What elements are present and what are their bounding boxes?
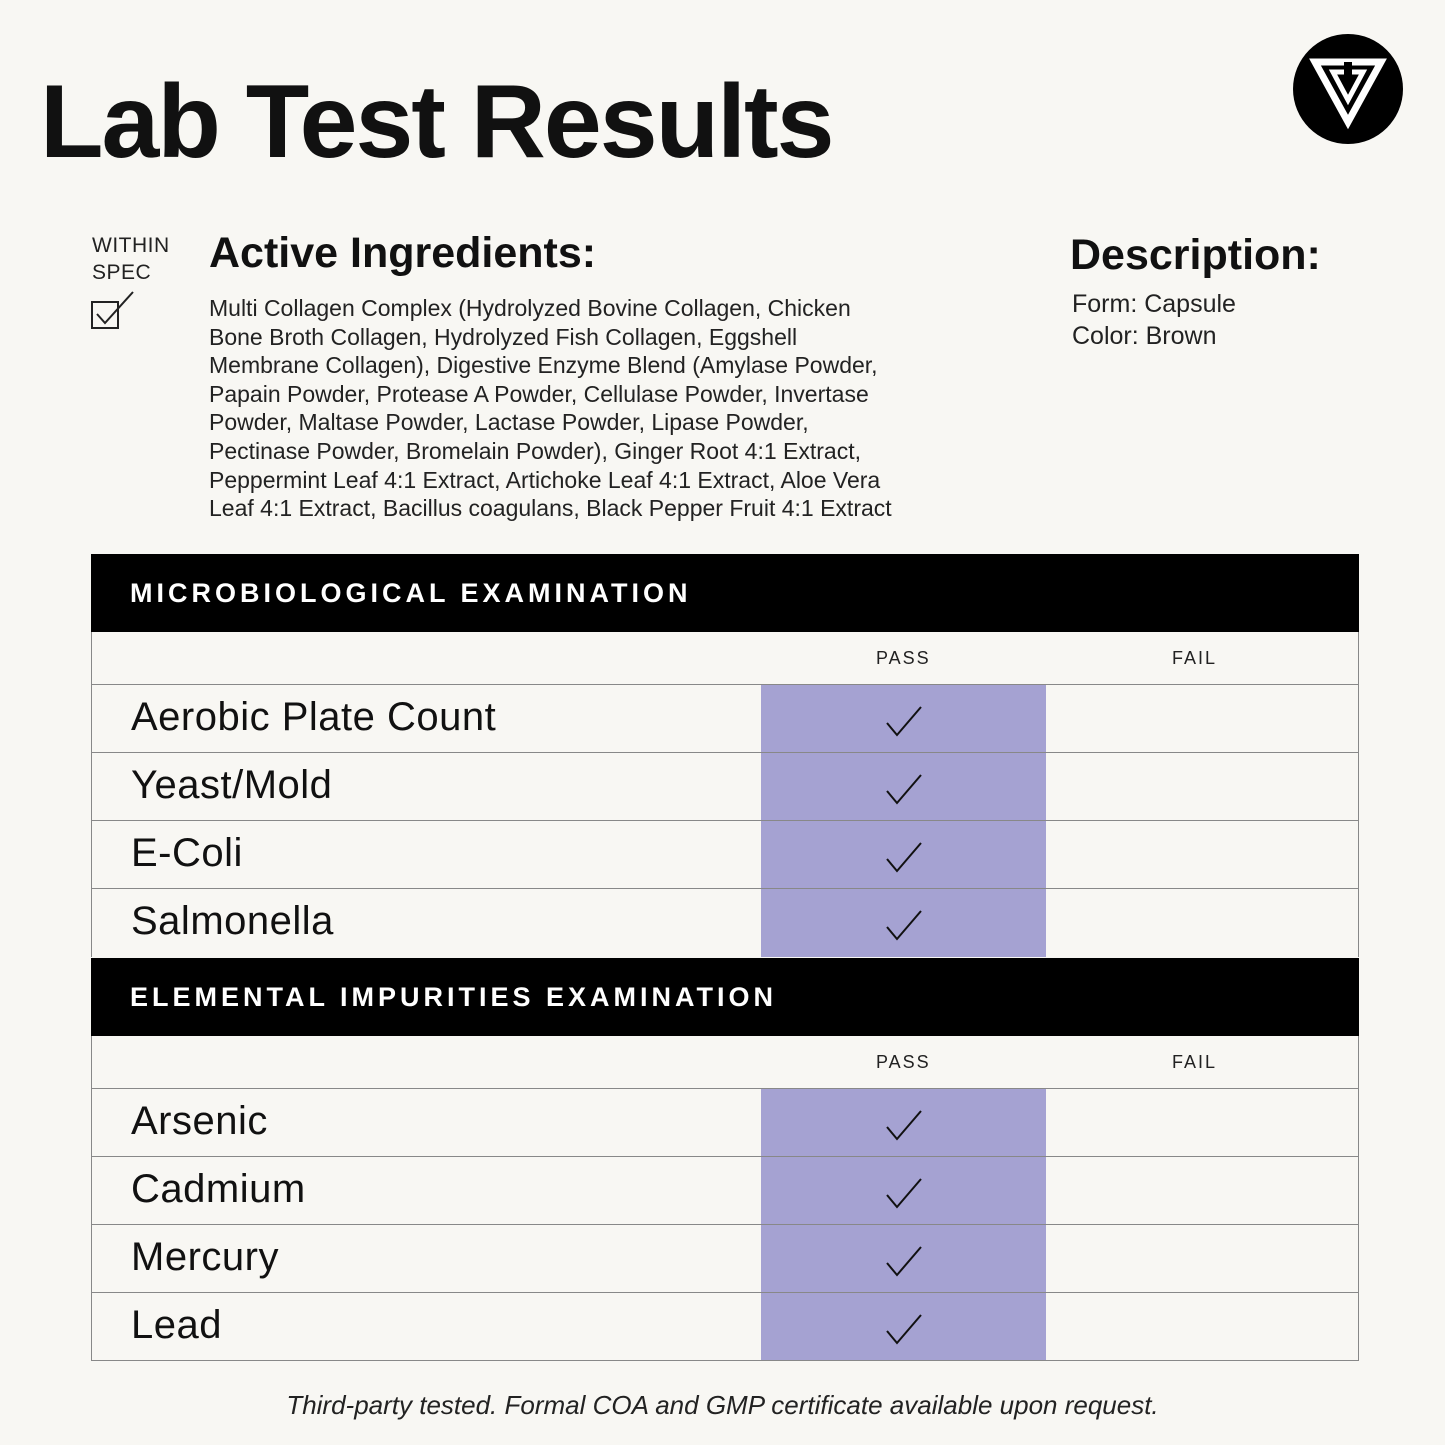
within-spec-line2: SPEC xyxy=(92,261,152,284)
pass-cell xyxy=(761,1225,1046,1292)
page-title: Lab Test Results xyxy=(40,64,833,180)
table-row xyxy=(91,753,1359,821)
column-headers xyxy=(91,1036,1359,1089)
test-name: E-Coli xyxy=(131,831,243,875)
test-name: Lead xyxy=(131,1303,222,1347)
section-heading: ELEMENTAL IMPURITIES EXAMINATION xyxy=(91,958,1359,1036)
table-row xyxy=(91,1089,1359,1157)
ingredients-line: Peppermint Leaf 4:1 Extract, Artichoke Leaf 4:1 Extract, Aloe Vera xyxy=(209,466,881,493)
pass-column-header: PASS xyxy=(876,648,931,668)
table-row xyxy=(91,1293,1359,1361)
triangle-v-logo-icon xyxy=(1293,34,1403,144)
table-row xyxy=(91,685,1359,753)
description-color: Color: Brown xyxy=(1072,322,1217,350)
ingredients-line: Bone Broth Collagen, Hydrolyzed Fish Collagen, Eggshell xyxy=(209,323,798,350)
test-name: Salmonella xyxy=(131,899,334,943)
table-row xyxy=(91,889,1359,957)
test-name: Yeast/Mold xyxy=(131,763,333,807)
footer-note: Third-party tested. Formal COA and GMP certificate available upon request. xyxy=(286,1390,1159,1420)
pass-cell xyxy=(761,1157,1046,1224)
checkmark-icon xyxy=(885,773,923,805)
fail-column-header: FAIL xyxy=(1172,1052,1218,1072)
column-headers xyxy=(91,632,1359,685)
within-spec-label xyxy=(92,232,170,286)
pass-cell xyxy=(761,685,1046,752)
checkmark-icon xyxy=(885,841,923,873)
description-title: Description: xyxy=(1070,231,1321,279)
table-row xyxy=(91,1225,1359,1293)
checkmark-icon xyxy=(885,1109,923,1141)
ingredients-line: Pectinase Powder, Bromelain Powder), Ginger Root 4:1 Extract, xyxy=(209,437,861,464)
pass-cell xyxy=(761,821,1046,888)
checkmark-icon xyxy=(885,1313,923,1345)
test-name: Mercury xyxy=(131,1235,279,1279)
pass-cell xyxy=(761,1089,1046,1156)
section-heading: MICROBIOLOGICAL EXAMINATION xyxy=(91,554,1359,632)
checkmark-icon xyxy=(885,909,923,941)
test-name: Cadmium xyxy=(131,1167,306,1211)
microbiological-table xyxy=(91,554,1359,957)
ingredients-line: Leaf 4:1 Extract, Bacillus coagulans, Black Pepper Fruit 4:1 Extract xyxy=(209,495,892,522)
table-row xyxy=(91,1157,1359,1225)
table-row xyxy=(91,821,1359,889)
checkbox-checked-icon xyxy=(90,290,136,332)
elemental-impurities-table xyxy=(91,958,1359,1361)
active-ingredients-list xyxy=(209,294,989,523)
pass-cell xyxy=(761,1293,1046,1360)
checkmark-icon xyxy=(885,705,923,737)
pass-cell xyxy=(761,889,1046,957)
ingredients-line: Papain Powder, Protease A Powder, Cellulase Powder, Invertase xyxy=(209,380,869,407)
test-name: Aerobic Plate Count xyxy=(131,695,497,739)
checkmark-icon xyxy=(885,1177,923,1209)
checkmark-icon xyxy=(885,1245,923,1277)
active-ingredients-title: Active Ingredients: xyxy=(209,229,597,277)
within-spec-line1: WITHIN xyxy=(92,234,170,257)
fail-column-header: FAIL xyxy=(1172,648,1218,668)
description-form: Form: Capsule xyxy=(1072,290,1236,318)
ingredients-line: Membrane Collagen), Digestive Enzyme Blend (Amylase Powder, xyxy=(209,352,878,379)
test-name: Arsenic xyxy=(131,1099,268,1143)
pass-cell xyxy=(761,753,1046,820)
pass-column-header: PASS xyxy=(876,1052,931,1072)
ingredients-line: Multi Collagen Complex (Hydrolyzed Bovine Collagen, Chicken xyxy=(209,295,851,321)
ingredients-line: Powder, Maltase Powder, Lactase Powder, Lipase Powder, xyxy=(209,409,809,436)
